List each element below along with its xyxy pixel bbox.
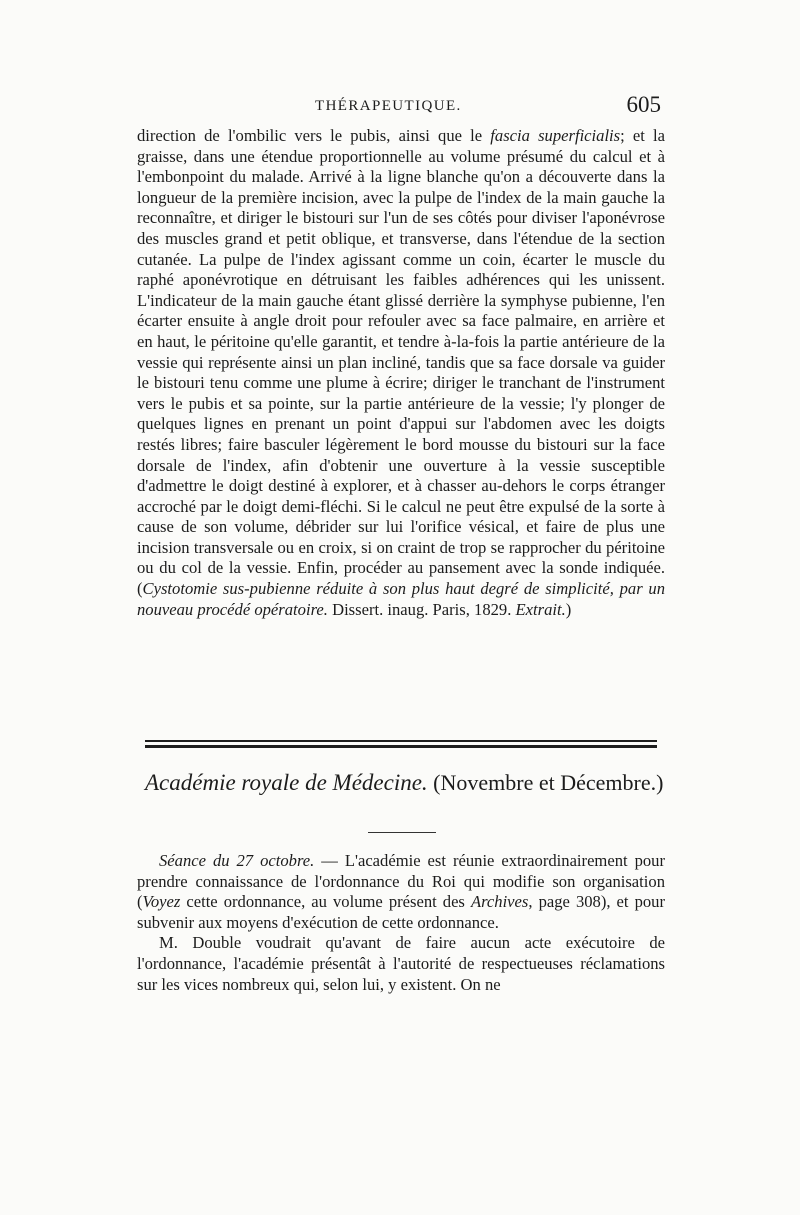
article-body-main: ; et la graisse, dans une étendue proportionnelle au volume présumé du calcul et à l'embonpoint du malade. Arrivé à la ligne blanche qu'on a découverte dans la longueur de la première incision, avec la pulpe de l'index de la main gauche la reconnaître, et diriger le bistouri sur l'un de ses côtés pour diviser l'aponévrose des muscles grand et petit oblique, et transverse, dans l'étendue de la section cutanée. La pulpe de l'index agissant comme un coin, écarter le muscle du raphé aponévrotique en détruisant les faibles adhérences qui les unissent. L'indicateur de la main gauche étant glissé derrière la symphyse pubienne, l'en écarter ensuite à angle droit pour refouler avec sa face palmaire, en arrière et en haut, le péritoine qu'elle garantit, et tendre à-la-fois la partie antérieure de la vessie qui représente ainsi un plan incliné, tandis que sa face dorsale va guider le bistouri tenu comme une plume à écrire; diriger le tranchant de l'instrument vers le pubis et sa pointe, sur la partie antérieure de la vessie; l'y plonger de quelques lignes en prenant un point d'appui sur l'abdomen avec les doigts restés libres; faire basculer légèrement le bord mousse du bistouri sur la face dorsale de l'index, afin d'obtenir une ouverture à la vessie susceptible d'admettre le doigt destiné à explorer, et à chasser au-dehors le corps étranger accroché par le doigt demi-fléchi. Si le calcul ne peut être expulsé de la sorte à cause de son volume, débrider sur lui l'orifice vésical, et faire de plus une incision transversale ou en croix, si on craint de trop se rapprocher du péritoine ou du col de la vessie. Enfin, procéder au pansement avec la sonde indiquée. ( <box>137 126 666 599</box>
heading-underline <box>368 832 436 833</box>
article-emphasis: fascia superficialis <box>490 126 621 145</box>
section-paragraph-1-b: cette ordonnance, au volume présent des <box>180 892 471 912</box>
section-divider-thin <box>145 740 657 742</box>
article-body-start: direction de l'ombilic vers le pubis, ainsi que le <box>137 126 491 145</box>
section-paragraph-1-c: , page 308), et pour subvenir aux moyens d'exécution de cette ordonnance. <box>137 892 665 932</box>
citation-title: Cystotomie sus-pubienne réduite à son plus haut degré de simplicité, par un nouveau procédé opératoire. <box>137 579 665 619</box>
running-title: THÉRAPEUTIQUE. <box>315 98 462 114</box>
citation-details: Dissert. inaug. Paris, 1829. <box>327 599 516 619</box>
section-heading <box>145 770 665 796</box>
page-number: 605 <box>626 92 661 117</box>
section-paragraph-1 <box>137 851 665 933</box>
running-head <box>137 92 665 122</box>
voyez-emphasis: Voyez <box>142 892 181 912</box>
archives-emphasis: Archives <box>470 892 529 912</box>
citation-close: ) <box>565 599 572 619</box>
article-paragraph <box>137 126 665 620</box>
section-divider-thick <box>145 745 657 748</box>
section-paragraph-2: M. Double voudrait qu'avant de faire aucun acte exécutoire de l'ordonnance, l'académie présentât à l'autorité de respectueuses réclamations sur les vices nombreux qui, selon lui, y existent. On ne <box>137 933 665 994</box>
article-text <box>137 126 665 620</box>
section-text <box>137 851 665 995</box>
section-heading-dates: (Novembre et Décembre.) <box>427 770 664 795</box>
section-paragraph-1-a: — L'académie est réunie extraordinairement pour prendre connaissance de l'ordonnance du Roi qui modifie son organisation ( <box>137 851 665 912</box>
citation-extrait: Extrait. <box>515 599 566 619</box>
section-heading-title: Académie royale de Médecine. <box>145 770 428 795</box>
session-date: Séance du 27 octobre. <box>159 851 315 870</box>
